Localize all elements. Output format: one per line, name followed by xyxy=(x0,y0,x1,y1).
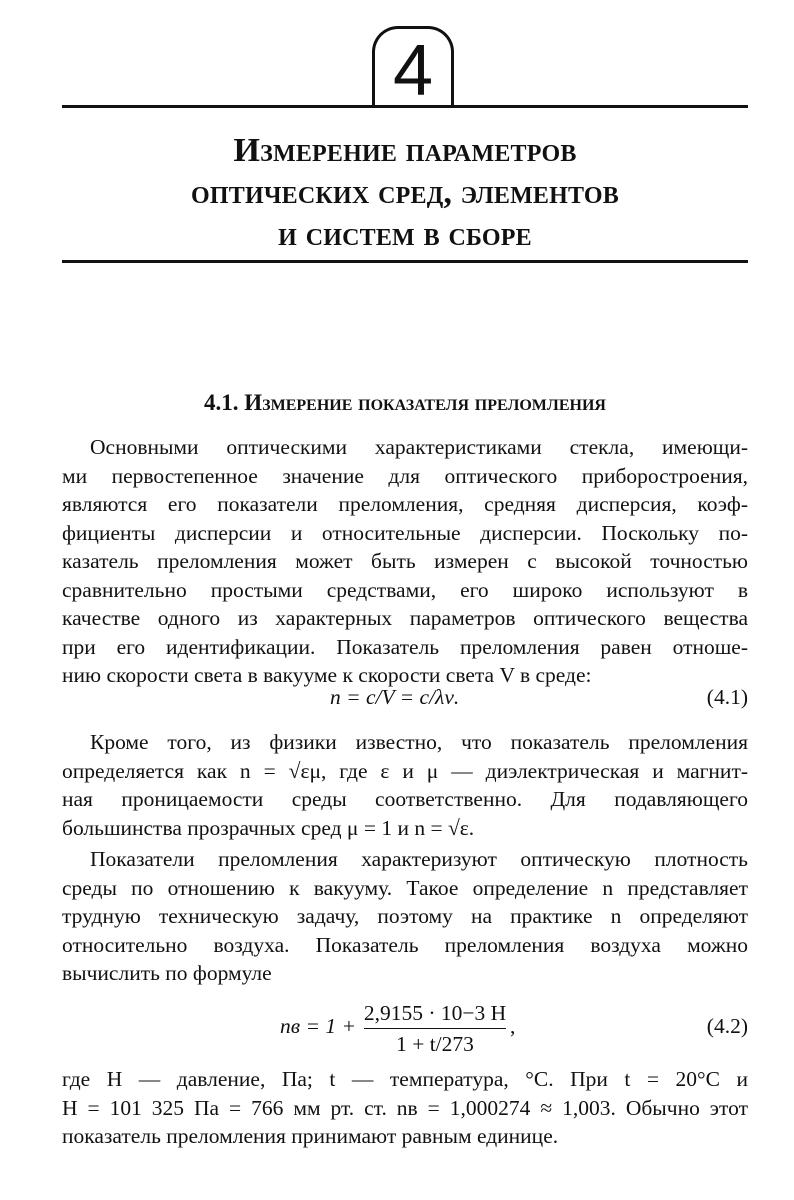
chapter-title xyxy=(62,130,748,256)
chapter-title-line-1: Измерение параметров xyxy=(233,132,577,169)
equation-number: (4.2) xyxy=(706,1014,748,1038)
text-line: Кроме того, из физики известно, что показатель преломления xyxy=(90,730,748,754)
text-line: H = 101 325 Па = 766 мм рт. ст. nв = 1,000274 ≈ 1,003. Обычно этот xyxy=(62,1095,748,1120)
fraction-numerator: 2,9155 · 10−3 H xyxy=(363,1001,507,1025)
fraction-denominator: 1 + t/273 xyxy=(396,1032,474,1056)
text-line: большинства прозрачных сред μ = 1 и n = √ε. xyxy=(62,815,475,840)
paragraph-1 xyxy=(62,433,748,690)
chapter-top-rule xyxy=(62,105,748,108)
text-line: показатель преломления принимают равным единице. xyxy=(62,1124,559,1148)
text-line: являются его показатели преломления, средняя дисперсия, коэф- xyxy=(62,492,748,516)
paragraph-4 xyxy=(62,1065,748,1151)
chapter-title-line-3: и систем в сборе xyxy=(278,216,532,253)
equation-fraction xyxy=(360,1000,510,1057)
paragraph-3 xyxy=(62,845,748,988)
text-line: относительно воздуха. Показатель преломления воздуха можно xyxy=(62,932,748,957)
text-line: при его идентификации. Показатель преломления равен отноше- xyxy=(62,634,748,659)
text-line: среды по отношению к вакууму. Такое определение n представляет xyxy=(62,875,748,900)
text-line: где H — давление, Па; t — температура, °С. При t = 20°С и xyxy=(62,1067,748,1091)
text-line: определяется как n = √εμ, где ε и μ — диэлектрическая и магнит- xyxy=(62,758,748,783)
equation-lhs: nв = 1 + xyxy=(280,1014,356,1038)
equation-number: (4.1) xyxy=(706,685,748,709)
fraction-bar xyxy=(364,1028,506,1029)
chapter-number: 4 xyxy=(392,31,434,111)
section-heading: 4.1. Измерение показателя преломления xyxy=(204,390,606,415)
text-line: ная проницаемости среды соответственно. Для подавляющего xyxy=(62,787,748,811)
text-line: сравнительно простыми средствами, его широко используют в xyxy=(62,577,748,602)
text-line: нию скорости света в вакууме к скорости света V в среде: xyxy=(62,663,592,687)
equation-4-2 xyxy=(62,1000,748,1056)
paragraph-2 xyxy=(62,728,748,842)
chapter-title-line-2: оптических сред, элементов xyxy=(191,174,619,211)
equation-comma: , xyxy=(510,1014,516,1038)
text-line: ми первостепенное значение для оптического приборостроения, xyxy=(62,463,748,488)
text-line: трудную техническую задачу, поэтому на практике n определяют xyxy=(62,904,748,928)
chapter-number-badge xyxy=(372,26,454,111)
equation-body: n = c/V = c/λν. xyxy=(330,685,460,709)
text-line: качестве одного из характерных параметров оптического вещества xyxy=(62,606,748,630)
text-line: Основными оптическими характеристиками стекла, имеющи- xyxy=(90,435,748,459)
chapter-bottom-rule xyxy=(62,260,748,263)
text-line: фициенты дисперсии и относительные дисперсии. Поскольку по- xyxy=(62,520,748,545)
text-line: вычислить по формуле xyxy=(62,961,272,985)
text-line: Показатели преломления характеризуют оптическую плотность xyxy=(90,847,748,871)
text-line: казатель преломления может быть измерен с высокой точностью xyxy=(62,549,748,573)
